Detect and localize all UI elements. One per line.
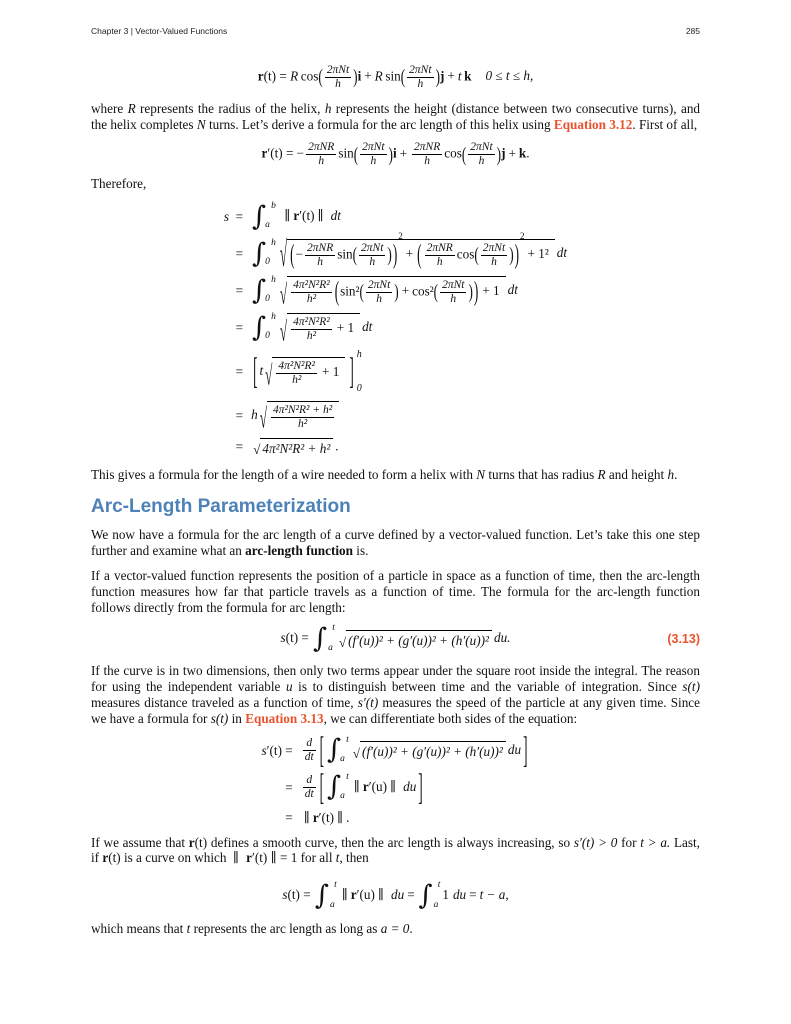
fraction: $\frac{\text{4π²N²R²}}{\text{h²}}$	[293, 316, 330, 342]
paragraph-wire-length: This gives a formula for the length of a wire needed to form a helix with N turns that has radius R and height h.	[91, 466, 678, 482]
fraction: $\frac{\text{4π²N²R²}}{\text{h²}}$	[293, 279, 330, 305]
square-root: √ $\frac{\text{4π²N²R² + h²}}{\text{h²}}$	[260, 401, 340, 431]
derivation-s-prime: s′(t) = $\frac{d}{dt}$ [ ∫ t a √ (f′(u))² + (g′(u))² + (h′(u))² du ] = $\frac{d}{dt}$ [ ∫ t a ∥ r′(u) ∥ du ] = ∥ r′(t) ∥ .	[261, 728, 528, 826]
equation-r-prime: r′(t) = − $\frac{\text{2πNR}}{h}$ sin( $\frac{\text{2πNt}}{h}$ )i + $\frac{\text{2πNR}}{h}$ cos( $\frac{\text{2πNt}}{h}$ )j + k.	[261, 141, 530, 168]
fraction: $\frac{d}{dt}$	[304, 737, 314, 764]
square-root: √ $\frac{\text{4π²N²R²}}{\text{h²}}$ + 1	[265, 357, 345, 387]
equation-helix-r: r(t) = R cos( $\frac{\text{2πNt}}{h}$ )i + R sin( $\frac{\text{2πNt}}{h}$ )j + t k 0 ≤ t ≤ h,	[257, 64, 534, 90]
fraction: $\frac{\text{2πNR}}{h}$	[414, 141, 441, 168]
integral: ∫ t a	[418, 880, 441, 912]
equation-unit-speed: s(t) = ∫ t a ∥ r′(u) ∥ du = ∫ t a 1 du = t − a,	[282, 880, 509, 912]
chapter-title: Chapter 3 | Vector-Valued Functions	[91, 26, 228, 36]
evaluation-limits: h 0	[356, 348, 362, 394]
fraction: $\frac{\text{2πNt}}{h}$	[470, 141, 493, 168]
integral: ∫ h 0	[252, 311, 276, 343]
square-root: √ 4π²N²R² + h²	[253, 438, 333, 457]
fraction: $\frac{\text{2πNt}}{h}$	[361, 242, 384, 268]
square-root: √ $\frac{\text{4π²N²R²}}{\text{h²}}$ (sin²( $\frac{\text{2πNt}}{h}$ ) + cos²( $\frac{\text{2πNt}}{h}$ )) + 1	[280, 276, 506, 306]
fraction: $\frac{\text{2πNR}}{h}$	[426, 242, 453, 268]
integral: ∫ h 0	[252, 237, 276, 269]
equation-3-12-link[interactable]: Equation 3.12	[553, 116, 633, 132]
fraction: $\frac{\text{4π²N²R² + h²}}{\text{h²}}$	[272, 403, 333, 430]
square-root: √ (− $\frac{\text{2πNR}}{h}$ sin( $\frac{\text{2πNt}}{h}$ ))$^2$+ ( $\frac{\text{2πNR}}{h}$ cos( $\frac{\text{2πNt}}{h}$ ))$^2$+ 1²	[280, 239, 555, 269]
fraction: $\frac{\text{2πNt}}{h}$	[326, 64, 350, 90]
integral: ∫ t a	[327, 734, 349, 766]
square-root: √ $\frac{\text{4π²N²R²}}{\text{h²}}$ + 1	[280, 313, 360, 343]
section-heading-arc-length-parameterization: Arc-Length Parameterization	[91, 496, 351, 518]
page-header	[91, 26, 700, 36]
fraction: $\frac{\text{2πNt}}{h}$	[442, 279, 465, 305]
integral: ∫ t a	[313, 623, 335, 655]
integral: ∫ t a	[314, 880, 337, 912]
paragraph-therefore: Therefore,	[91, 176, 147, 192]
fraction: $\frac{\text{2πNt}}{h}$	[482, 242, 506, 268]
integral: ∫ b a	[252, 200, 276, 232]
square-root: √ (f′(u))² + (g′(u))² + (h′(u))²	[339, 630, 492, 649]
paragraph-smooth-curve: If we assume that r(t) defines a smooth curve, then the arc length is always increasing, so s′(t) > 0 for t > a. Last, if r(t) is a curve on which ∥ r′(t) ∥ = 1 for all t, then	[91, 834, 700, 867]
paragraph-arc-length-function-intro: We now have a formula for the arc length of a curve defined by a vector-valued function. Let’s take this one step further and examine what an arc-length function is.	[91, 527, 700, 559]
equation-3-13-link[interactable]: Equation 3.13	[245, 710, 324, 726]
paragraph-conclusion: which means that t represents the arc length as long as a = 0.	[91, 921, 413, 937]
paragraph-helix-intro: where R represents the radius of the helix, h represents the height (distance between two consecutive turns), and the helix completes N turns. Let’s derive a formula for the arc length of this helix using Equation 3.12. First of all,	[91, 100, 701, 132]
paragraph-two-dimensions: If the curve is in two dimensions, then only two terms appear under the square root inside the integral. The reason for using the independent variable u is to distinguish between time and the variable of integration. Since s(t) measures distance traveled as a function of time, s′(t) measures the speed of the particle at any given time. Since we have a formula for s(t) in Equation 3.13, we can differentiate both sides of the equation:	[91, 663, 700, 726]
square-root: √ (f′(u))² + (g′(u))² + (h′(u))²	[353, 741, 506, 760]
fraction: $\frac{d}{dt}$	[304, 774, 314, 801]
derivation-arc-length: s = ∫ b a ∥ r′(t) ∥ dt = ∫ h 0 √ (− $\frac{\text{2πNR}}{h}$ sin( $\frac{\text{2πNt}}{h}$ ))$^2$+ ( $\frac{\text{2πNR}}{h}$ cos( $\frac{\text{2πNt}}{h}$ ))$^2$+ 1² dt = ∫ h 0 √ $\frac{\text{4π²N²R²}}{\text{h²}}$ (sin²( $\frac{\text{2πNt}}{h}$ ) + cos²( $\frac{\text{2πNt}}{h}$ )) + 1 dt = ∫ h 0 √ $\frac{\text{4π²N²R²}}{\text{h²}}$ + 1 dt = [ t √ $\frac{\text{4π²N²R²}}{\text{h²}}$ + 1 ] h 0 = h √ $\frac{\text{4π²N²R² + h²}}{\text{h²}}$ = √ 4π²N²R² + h² .	[223, 200, 568, 458]
fraction: $\frac{\text{2πNt}}{h}$	[367, 279, 391, 305]
fraction: $\frac{\text{2πNt}}{h}$	[409, 64, 432, 90]
fraction: $\frac{\text{2πNR}}{h}$	[307, 242, 334, 268]
integral: ∫ t a	[327, 771, 349, 803]
equation-3-13: s(t) = ∫ t a √ (f′(u))² + (g′(u))² + (h′(u))² du. (3.13)	[280, 623, 700, 655]
integral: ∫ h 0	[252, 274, 276, 306]
page-number: 285	[685, 26, 700, 36]
paragraph-particle-position: If a vector-valued function represents the position of a particle in space as a function of time, then the arc-length function measures how far that particle travels as a function of time. The formula for the arc-length function follows directly from the formula for arc length:	[91, 568, 700, 615]
equation-number-3-13: (3.13)	[667, 632, 700, 647]
fraction: $\frac{\text{2πNt}}{h}$	[362, 141, 385, 168]
fraction: $\frac{\text{4π²N²R²}}{\text{h²}}$	[278, 360, 315, 386]
fraction: $\frac{\text{2πNR}}{h}$	[308, 141, 335, 168]
